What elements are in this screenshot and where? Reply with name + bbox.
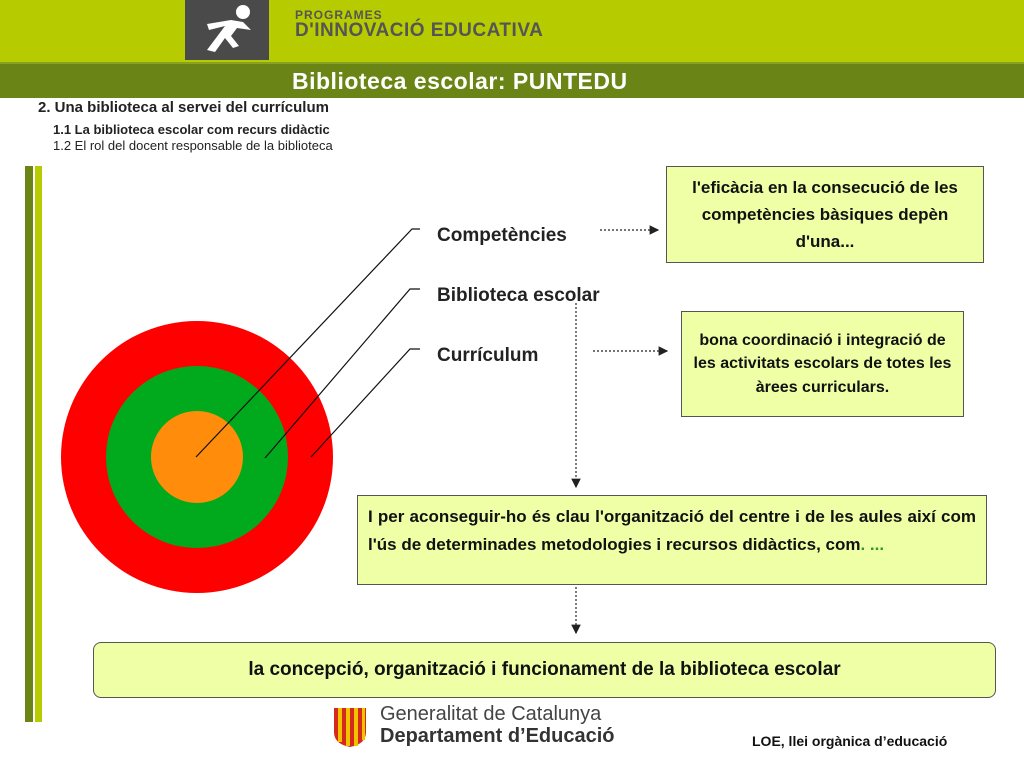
label-library: Biblioteca escolar xyxy=(437,285,600,306)
box-efficacy-text: l'eficàcia en la consecució de les competències bàsiques depèn d'una... xyxy=(692,177,958,252)
box-organization-dots: . ... xyxy=(860,535,885,555)
box-organization-text: I per aconseguir-ho és clau l'organització del centre i de les aules així com l'ús de determinades metodologies i recursos didàctics, com xyxy=(368,507,976,555)
circle-inner xyxy=(151,411,243,503)
department-name: Departament d’Educació xyxy=(380,725,615,747)
box-conclusion-text: la concepció, organització i funcionament de la biblioteca escolar xyxy=(248,659,841,680)
label-competencies: Competències xyxy=(437,225,567,246)
subsection-1: 1.1 La biblioteca escolar com recurs didàctic xyxy=(53,122,330,137)
programes-big: D'INNOVACIÓ EDUCATIVA xyxy=(295,20,544,41)
generalitat-name: Generalitat de Catalunya xyxy=(380,703,602,725)
box-coordination-text: bona coordinació i integració de les activitats escolars de totes les àrees curriculars. xyxy=(693,332,952,396)
box-coordination xyxy=(681,311,964,417)
box-conclusion xyxy=(93,642,996,698)
label-curriculum: Currículum xyxy=(437,345,539,366)
subsection-2: 1.2 El rol del docent responsable de la biblioteca xyxy=(53,138,333,153)
generalitat-emblem-icon xyxy=(332,706,368,748)
section-title: 2. Una biblioteca al servei del currículum xyxy=(38,99,329,116)
footer-note: LOE, llei orgànica d’educació xyxy=(752,733,948,749)
box-efficacy xyxy=(666,166,984,263)
box-organization xyxy=(357,495,987,585)
page-title: Biblioteca escolar: PUNTEDU xyxy=(292,68,628,94)
programes-small: PROGRAMES xyxy=(295,8,383,22)
